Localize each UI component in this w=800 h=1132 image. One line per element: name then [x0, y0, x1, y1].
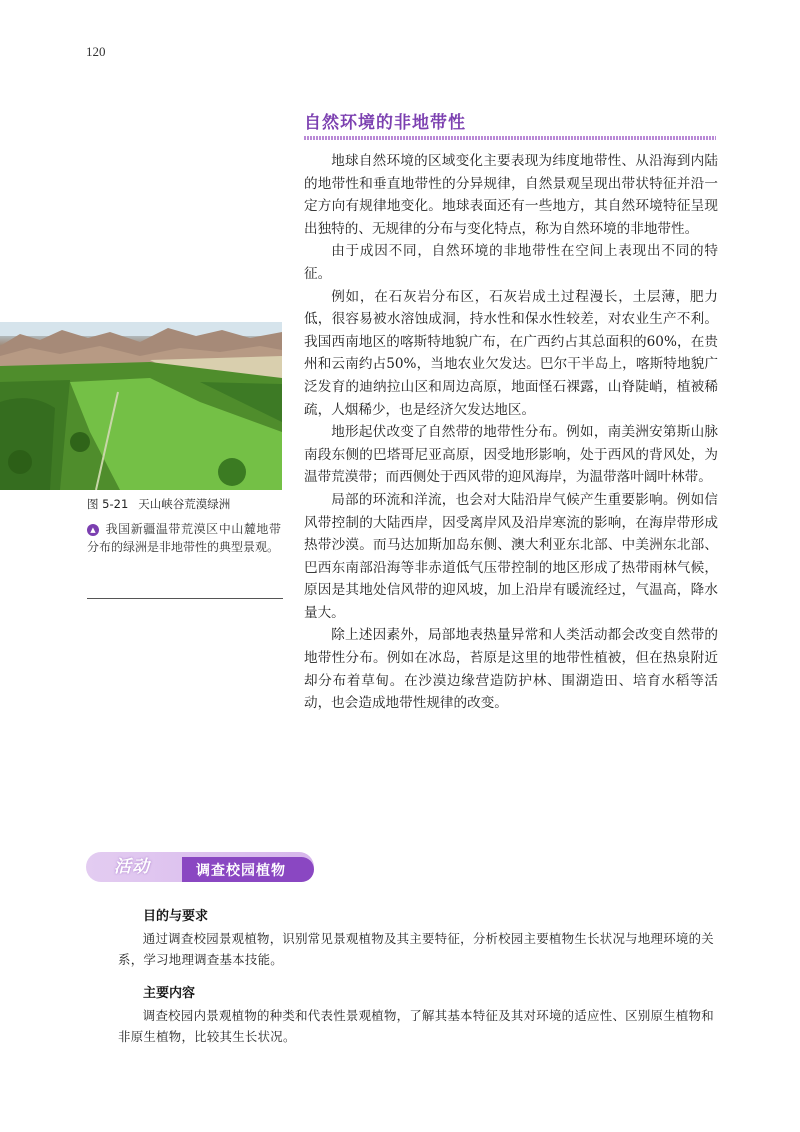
figure-divider	[87, 598, 283, 599]
activity-banner	[86, 852, 316, 882]
paragraph: 由于成因不同，自然环境的非地带性在空间上表现出不同的特征。	[304, 243, 718, 282]
figure-number: 图 5-21	[87, 497, 129, 511]
figure-caption-text: 天山峡谷荒漠绿洲	[138, 497, 231, 511]
figure-caption	[87, 496, 230, 512]
activity-label: 活动	[114, 857, 150, 877]
activity-subheading: 目的与要求	[143, 909, 209, 924]
activity-title: 调查校园植物	[196, 863, 286, 879]
paragraph: 地球自然环境的区域变化主要表现为纬度地带性、从沿海到内陆的地带性和垂直地带性的分异规律，自然景观呈现出带状特征并沿一定方向有规律地变化。地球表面还有一些地方，其自然环境特征呈现出独特的、无规律的分布与变化特点，称为自然环境的非地带性。	[304, 153, 718, 237]
paragraph: 除上述因素外，局部地表热量异常和人类活动都会改变自然带的地带性分布。例如在冰岛，苔原是这里的地带性植被，但在热泉附近却分布着草甸。在沙漠边缘营造防护林、围湖造田、培育水稻等活动，也会造成地带性规律的改变。	[304, 627, 718, 712]
oasis-photo	[0, 322, 282, 490]
activity-title-box	[182, 857, 314, 882]
oasis-illustration	[0, 322, 282, 490]
title-rule	[304, 136, 716, 140]
activity-body	[118, 905, 714, 1059]
activity-subheading: 主要内容	[143, 986, 196, 1001]
main-text	[304, 150, 718, 715]
triangle-icon: ▲	[87, 524, 99, 536]
paragraph: 地形起伏改变了自然带的地带性分布。例如，南美洲安第斯山脉南段东侧的巴塔哥尼亚高原，因受地形影响，处于西风的背风处，为温带荒漠带；而西侧处于西风带的迎风海岸，为温带落叶阔叶林带。	[304, 424, 718, 486]
activity-text: 通过调查校园景观植物，识别常见景观植物及其主要特征，分析校园主要植物生长状况与地理环境的关系，学习地理调查基本技能。	[118, 931, 714, 967]
page-number: 120	[86, 44, 106, 59]
figure-note-text: 我国新疆温带荒漠区中山麓地带分布的绿洲是非地带性的典型景观。	[87, 522, 281, 554]
figure-note	[87, 520, 281, 556]
activity-text: 调查校园内景观植物的种类和代表性景观植物，了解其基本特征及其对环境的适应性、区别原生植物和非原生植物，比较其生长状况。	[118, 1008, 714, 1044]
paragraph: 例如，在石灰岩分布区，石灰岩成土过程漫长，土层薄，肥力低，很容易被水溶蚀成洞，持水性和保水性较差，对农业生产不利。我国西南地区的喀斯特地貌广布，在广西约占其总面积的60%，在贵州和云南约占50%，当地农业欠发达。巴尔干半岛上，喀斯特地貌广泛发育的迪纳拉山区和周边高原，地面怪石裸露，山脊陡峭，植被稀疏，人烟稀少，也是经济欠发达地区。	[304, 288, 718, 418]
paragraph: 局部的环流和洋流，也会对大陆沿岸气候产生重要影响。例如信风带控制的大陆西岸，因受离岸风及沿岸寒流的影响，在海岸带形成热带沙漠。而马达加斯加岛东侧、澳大利亚东北部、中美洲东北部、巴西东南部沿海等非赤道低气压带控制的地区形成了热带雨林气候，原因是其地处信风带的迎风坡，加上沿岸有暖流经过，气温高，降水量大。	[304, 491, 718, 621]
section-title: 自然环境的非地带性	[304, 113, 466, 133]
